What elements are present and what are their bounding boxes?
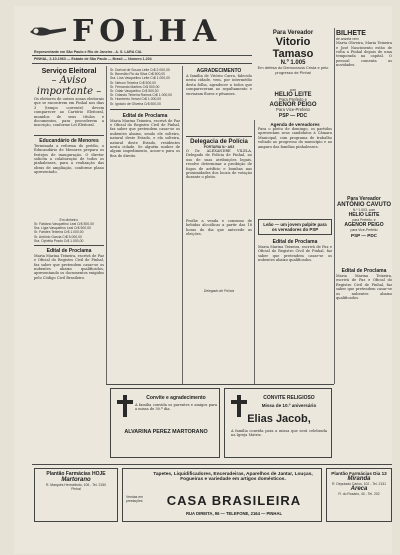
- cavuto-party: PSP — PDC: [351, 232, 377, 238]
- mass-invite-ad-1: [110, 388, 220, 458]
- ad1-name: ALVARINA PEREZ MARTORANO: [124, 429, 208, 435]
- pharmacy-left-line: Martorano: [61, 477, 91, 483]
- pharmacy-right: [326, 468, 392, 522]
- pharmacy-left-title: Plantão Farmácias HOJE: [46, 471, 106, 477]
- bilhete-sub: de aranha vem: [336, 37, 359, 41]
- donation-item: Sra. Lina Vasquelino Leite Cr$ 1.000,00: [110, 76, 170, 81]
- column-divider: [254, 120, 255, 384]
- col1-section3-title: Edital de Proclama: [46, 247, 92, 254]
- col4-section-body: Maria Marina Teixeira, escrivã de Paz e Oficial do Registro Civil de Pinhal, faz saber que pretendem casar-se os nubentes abaixo qualificados.: [258, 245, 332, 263]
- bilhete-column: [336, 30, 392, 201]
- banner-office: Para Prefeito e: [279, 97, 307, 103]
- col3-title: AGRADECIMENTO: [196, 68, 242, 74]
- col3-sign: Delegado de Polícia: [203, 289, 235, 293]
- col3-section-body2: Proíbe a venda e consumo de bebidas alcoólicas a partir das 18 horas do dia que antecede as eleições.: [186, 219, 252, 237]
- banner-ticket: [254, 88, 332, 118]
- pharmacy-right-line: R. do Rosário, 40 - Tel. 202: [338, 492, 380, 497]
- pharmacy-right-line: Areca: [350, 486, 368, 493]
- col1-section3-body: Maria Marina Teixeira, escrivã de Paz e Oficial do Registro Civil de Pinhal, faz saber que pretendem casar-se os nubentes abaixo qualificados, apresentando os documentos exigidos pelo Código Civil Brasileiro.: [34, 253, 104, 280]
- casa-side: Vendas em prestações: [126, 495, 143, 504]
- col4-body: Para o pleito de domingo, os partidos apresentam seus candidatos à Câmara Municipal, com programa de trabalho voltado ao progresso do município e ao amparo das famílias pinhalenses.: [258, 127, 332, 149]
- donation-item: Sr. Benedito Pio da Silva Cr$ 500,00: [110, 72, 166, 77]
- donation-list: [34, 222, 104, 243]
- edition-line: PINHAL, 2-10-1963 — Estado de São Paulo — Brasil — Número 1.204: [34, 57, 152, 61]
- pharmacy-left-line: Pinhal: [71, 487, 81, 492]
- masthead: [14, 6, 254, 62]
- col1-list-title: Em dinheiro:: [59, 217, 79, 222]
- footer-top-rule: [32, 464, 392, 465]
- donation-item: Sr. Fernando Martins Cr$ 500,00: [110, 84, 160, 89]
- col3-section-sub: PORTARIA N.º 4/63: [203, 144, 235, 149]
- banner-cand2: AGENOR PEIGO: [269, 102, 317, 109]
- column-divider: [106, 66, 107, 384]
- column-1: [34, 68, 104, 316]
- banner-subline: Em defesa do Democracia Crista e pelo progresso de Pinhal: [257, 65, 329, 75]
- col4-section-title: Edital de Proclama: [272, 239, 318, 245]
- ad2-subtitle: Missa de 10.º aniversário: [261, 403, 317, 408]
- cross-icon: [117, 395, 133, 417]
- donation-item: Sr. Dorival de Souza Leite Cr$ 2.000,00: [110, 68, 170, 72]
- col1-body: Os eleitores de outros zonas eleitorais que se encontrem em Pinhal nos dias 3 (tempo corrente) devem comparecer ao Cartório Eleitoral, munidos de seus títulos e documentos, para procederem a inscrição, conforme Lei Eleitoral.: [34, 97, 104, 128]
- donation-item: Sr. Orlando Teixeira Ramos Cr$ 1.000,00: [110, 93, 172, 98]
- col2-rule: [110, 109, 180, 110]
- casa-addr: RUA DIREITA, 96 — TELEFONE, 2164 — PINHAL: [185, 511, 283, 516]
- col2-section-body: Maria Marina Teixeira, escrivã de Paz e Oficial do Registro Civil de Pinhal, faz saber que pretendem casar-se os nubentes abaixo, sendo ele solteiro, natural deste Estado, e ela solteira, natural deste Estado, residentes nesta cidade. Se alguém souber de algum impedimento, acuse-o para os fins de direito.: [110, 118, 180, 158]
- bilhete-body: Marta Oliveira, Maria Teixeira e José Nascimento estão de volta a Pinhal depois de uma temporada na capital. O pessoal comenta as novidades.: [336, 41, 392, 68]
- cavuto-office2: para Vice-Prefeito: [350, 228, 378, 233]
- ads-top-rule: [106, 384, 334, 385]
- col3-rule: [186, 136, 252, 137]
- col1-title: Serviço Eleitoral: [41, 68, 97, 75]
- col5-edital: [336, 268, 392, 374]
- masthead-subline: Representante em São Paulo e Rio de Janeiro - A. S. LARA CIA.: [34, 50, 143, 54]
- column-divider: [334, 28, 335, 384]
- donation-item: Sr. Antônio Garcia Cr$ 5.000,00: [34, 234, 82, 239]
- col4-box-text: Leão — um jovem palpite para os vereadores do PSP: [263, 222, 327, 232]
- newspaper-page: [14, 6, 392, 554]
- bilhete-title: BILHETE: [336, 30, 366, 37]
- cavuto-office: para Prefeito, e: [352, 218, 376, 223]
- col1-rule: [34, 135, 104, 136]
- casa-brasileira-ad: [122, 468, 322, 522]
- cavuto-cand: HELIO LEITE: [348, 212, 380, 219]
- col4-box: [258, 219, 332, 235]
- pharmacy-right-line: Miranda: [347, 476, 371, 482]
- cavuto-num: N.º 1.003, com: [352, 208, 376, 212]
- col2-section-title: Edital de Proclama: [122, 112, 168, 119]
- banner-kicker: Para Vereador: [272, 30, 314, 36]
- col3-section-title: Delegacia de Polícia: [190, 138, 248, 145]
- ad2-title: CONVITE RELIGIOSO: [263, 395, 315, 401]
- masthead-rule-bottom: [32, 63, 252, 64]
- col5-section-body: Maria Marina Teixeira, escrivã de Paz e Oficial do Registro Civil de Pinhal, faz saber que pretendem casar-se os nubentes abaixo qualificados.: [336, 274, 392, 301]
- donation-item: Sr. Ignácio de Oliveira Cr$ 500,00: [110, 101, 161, 106]
- donation-item: Sr. Farides Teixeira Cr$ 1.000,00: [34, 230, 84, 235]
- donation-list-2: [110, 68, 180, 106]
- cavuto-cand2: AGENOR PEIGO: [344, 222, 384, 229]
- col1-section2-body: Terminada a reforma do prédio, o Educandário de Menores prepara os festejos de inauguração. O diretor solicita a colaboração de todos os pinhalenses, para a realização das obras de ampliação, conforme plano apresentado.: [34, 143, 104, 175]
- column-4: [258, 122, 332, 355]
- col1-rule: [34, 245, 104, 246]
- donation-item: Sr. Fabiano Vasquelino Leal Cr$ 500,00: [34, 222, 94, 226]
- banner-name: Vitorio Tamaso: [272, 36, 314, 60]
- casa-top: Tapetes, Liquidificadores, Enceradeiras, Aparelhos de Jantar, Louças, Fogueiras e variedade em artigos domésticos.: [153, 472, 313, 483]
- mass-invite-ad-2: [224, 388, 332, 458]
- col3-body: A família de Vitório Carra, falecido nesta cidade, vem, por intermédio desta folha, agradecer a todos que compareceram ao sepultamento e enviaram flores e pêsames.: [186, 74, 252, 96]
- column-3: [186, 68, 252, 293]
- torch-logo-icon: [28, 22, 68, 40]
- donation-item: Sra. Ligia Vasquelino Leal Cr$ 500,00: [34, 226, 91, 231]
- col1-headline: – Aviso importante –: [36, 75, 102, 97]
- ad2-text: A família convida para a missa que será celebrada na Igreja Matriz.: [231, 429, 327, 438]
- column-divider: [182, 66, 183, 384]
- ad1-title: Convite e agradecimento: [146, 395, 206, 401]
- donation-item: Sr. Humberto Verani Cr$ 1.000,00: [110, 97, 162, 102]
- donation-item: Sr. Nelson Teixeira Cr$ 500,00: [110, 80, 156, 85]
- ad1-text: A família convida os parentes e amigos para a missa de 30.º dia.: [135, 403, 217, 412]
- cavuto-ad: [336, 196, 392, 238]
- pharmacy-left: [34, 468, 118, 522]
- cavuto-name: ANTÓNIO CAVUTO: [336, 202, 392, 208]
- col1-section2-title: Educandário de Menores: [39, 137, 99, 144]
- pharmacy-right-line: R. Deputado Carlos, 102 - Tel. 2131: [331, 482, 387, 486]
- column-2: [110, 68, 180, 319]
- donation-item: Sr. Odair Vasquelino Cr$ 500,00: [110, 89, 159, 94]
- cavuto-kicker: Para Vereador: [347, 196, 381, 202]
- banner-number: N.º 1.005: [280, 60, 306, 66]
- campaign-banner: [254, 30, 332, 86]
- masthead-rule: [32, 55, 252, 56]
- pharmacy-right-title: Plantão Farmácias Dia 13: [331, 471, 387, 476]
- casa-name: CASA BRASILEIRA: [166, 493, 302, 508]
- col5-section-title: Edital de Proclama: [341, 268, 387, 274]
- donation-item: Sra. Ophélia Prado Cr$ 1.000,00: [34, 238, 84, 243]
- banner-office2: Para Vice-Prefeito: [276, 107, 310, 113]
- ad2-name: Elias Jacob,: [247, 413, 311, 425]
- newspaper-logo: FOLHA: [72, 14, 223, 49]
- col3-section-body: O Dr. ALEXANDRE VILELA, Delegado de Polícia de Pinhal, no uso de suas atribuições legais, resolve determinar a proibição de fogos de artifício e bombas nas proximidades dos locais de votação durante o pleito.: [186, 149, 252, 180]
- banner-cand: HELIO LEITE: [274, 92, 312, 99]
- banner-with: com: [289, 88, 297, 92]
- banner-party: PSP — PDC: [278, 112, 308, 119]
- col4-title: Agenda de vereadores: [270, 122, 320, 127]
- pharmacy-left-line: R. Marquês Hermelindo, 106 - Tel. 2150: [45, 483, 107, 487]
